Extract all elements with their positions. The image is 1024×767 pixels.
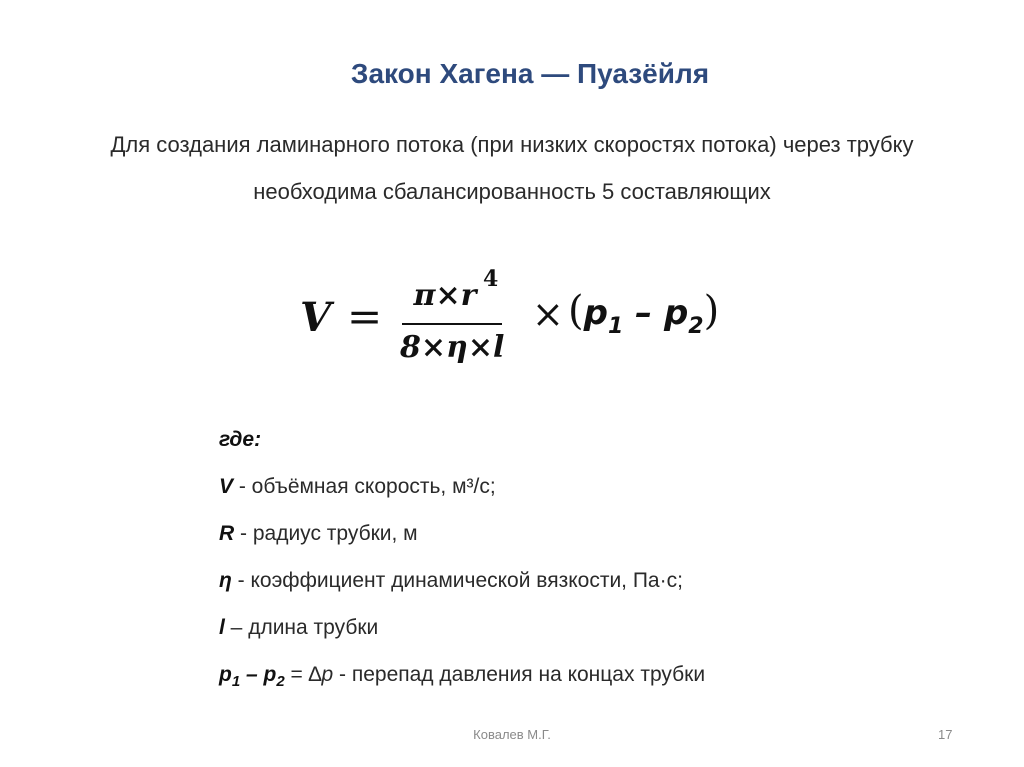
- p2-symbol: p: [663, 293, 689, 333]
- definition-symbol: η: [219, 569, 232, 592]
- definition-item: [219, 569, 683, 593]
- formula-denominator: 8×η×l: [400, 330, 505, 365]
- formula-exponent: 4: [483, 266, 499, 292]
- formula-pressure-diff: [568, 288, 719, 339]
- fraction-bar: [402, 323, 502, 325]
- definition-item: [219, 475, 496, 499]
- poiseuille-formula: [300, 268, 760, 378]
- formula-fraction: [400, 266, 505, 372]
- p1-symbol: p: [583, 293, 608, 333]
- formula-numerator: π×r: [413, 278, 477, 313]
- definition-text: - коэффициент динамической вязкости, Па·с;: [231, 569, 683, 592]
- p1-subscript: 1: [607, 314, 624, 339]
- formula-equals: =: [347, 292, 383, 341]
- p2-subscript: 2: [688, 314, 704, 339]
- dash: –: [240, 663, 264, 686]
- definition-text: - радиус трубки, м: [234, 522, 418, 545]
- intro-line-1: Для создания ламинарного потока (при низких скоростях потока) через трубку: [110, 132, 914, 157]
- definitions-heading: где:: [219, 428, 262, 451]
- equals-sign: =: [284, 663, 309, 686]
- intro-line-2: необходима сбалансированность 5 составляющих: [253, 179, 771, 204]
- definition-text: - объёмная скорость, м³/с;: [233, 475, 496, 498]
- open-paren: (: [568, 288, 584, 334]
- definition-symbol: l: [219, 616, 225, 639]
- footer-author: Ковалев М.Г.: [473, 727, 551, 742]
- definition-symbol: R: [219, 522, 235, 545]
- p1-symbol: p: [219, 663, 232, 686]
- p1-subscript: 1: [231, 673, 241, 691]
- p2-subscript: 2: [276, 673, 285, 691]
- page-number: 17: [938, 727, 953, 742]
- definition-symbol: V: [219, 475, 234, 498]
- slide-title: Закон Хагена — Пуазёйля: [350, 58, 710, 89]
- definition-text: – длина трубки: [224, 616, 379, 639]
- definition-item: [219, 522, 418, 546]
- p-symbol: p: [321, 663, 334, 686]
- formula-lhs: V: [300, 294, 332, 341]
- minus-sign: –: [623, 293, 664, 333]
- definition-text: - перепад давления на концах трубки: [333, 663, 706, 686]
- definition-item: [219, 616, 378, 640]
- delta-symbol: ∆: [308, 663, 322, 686]
- formula-times: ×: [532, 292, 564, 336]
- close-paren: ): [703, 288, 720, 334]
- p2-symbol: p: [263, 663, 277, 686]
- definition-item-pressure-drop: [219, 663, 705, 690]
